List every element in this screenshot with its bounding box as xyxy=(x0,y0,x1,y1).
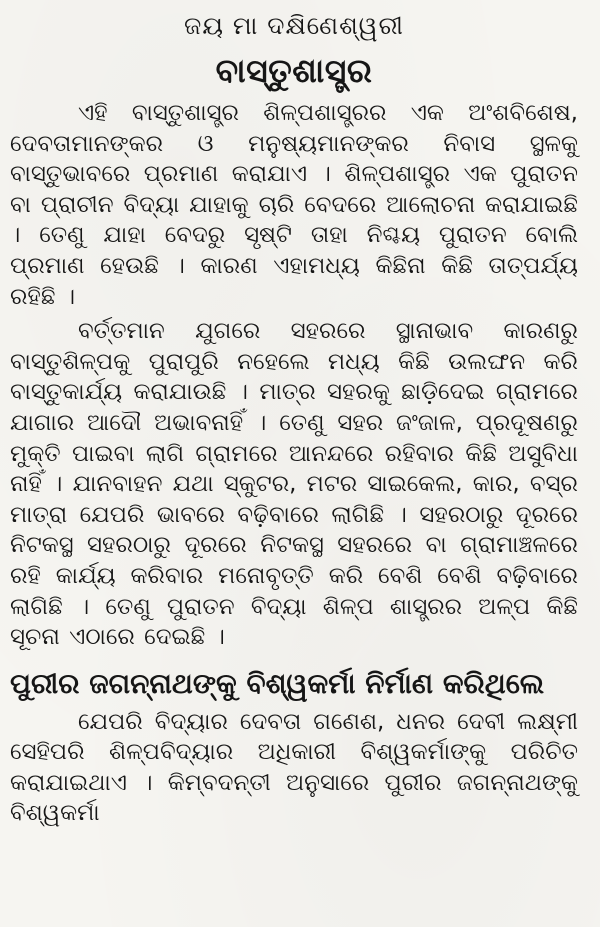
page-title: ବାସ୍ତୁଶାସ୍ତ୍ର xyxy=(215,51,373,90)
paragraph-intro: ଏହି ବାସ୍ତୁଶାସ୍ତ୍ର ଶିଳ୍ପଶାସ୍ତ୍ରର ଏକ ଅଂଶବିଶେଷ, ଦେବତାମାନଙ୍କର ଓ ମନୁଷ୍ୟମାନଙ୍କର ନିବାସ ସ୍ଥଳକୁ ବାସ୍ତୁଭାବରେ ପ୍ରମାଣ କରାଯାଏ । ଶିଳ୍ପଶାସ୍ତ୍ର ଏକ ପୁରାତନ ବା ପ୍ରାଚୀନ ବିଦ୍ୟା ଯାହାକୁ ଚାରି ବେଦରେ ଆଲୋଚନା କରାଯାଇଛି । ତେଣୁ ଯାହା ବେଦରୁ ସୃଷ୍ଟି ତାହା ନିଶ୍ଚୟ ପୁରାତନ ବୋଲି ପ୍ରମାଣ ହେଉଛି । କାରଣ ଏହାମଧ୍ୟ କିଛିନା କିଛି ତାତ୍ପର୍ଯ୍ୟ ରହିଛି । xyxy=(10,100,579,310)
paragraph-vishwakarma: ଯେପରି ବିଦ୍ୟାର ଦେବତା ଗଣେଶ, ଧନର ଦେବୀ ଲକ୍ଷ୍ମୀ ସେହିପରି ଶିଳ୍ପବିଦ୍ୟାର ଅଧିକାରୀ ବିଶ୍ୱକର୍ମାଙ୍କୁ ପରିଚିତ କରାଯାଇଥାଏ । କିମ୍ବଦନ୍ତୀ ଅନୁସାରେ ପୁରୀର ଜଗନ୍ନାଥଙ୍କୁ ବିଶ୍ୱକର୍ମା xyxy=(10,708,578,827)
section-heading: ପୁରୀର ଜଗନ୍ନାଥଙ୍କୁ ବିଶ୍ୱକର୍ମା ନିର୍ମାଣ କରିଥିଲେ xyxy=(10,666,545,700)
page-header: ଜୟ ମା ଦକ୍ଷିଣେଶ୍ୱରୀ xyxy=(184,11,404,40)
paragraph-modern-era: ବର୍ତ୍ତମାନ ଯୁଗରେ ସହରରେ ସ୍ଥାନାଭାବ କାରଣରୁ ବାସ୍ତୁଶିଳ୍ପକୁ ପୁରାପୁରି ନହେଲେ ମଧ୍ୟ କିଛି ଉଲଙ୍ଘନ କରି ବାସ୍ତୁକାର୍ଯ୍ୟ କରାଯାଉଛି । ମାତ୍ର ସହରକୁ ଛାଡ଼ିଦେଇ ଗ୍ରାମରେ ଯାଗାର ଆଦୌ ଅଭାବନାହିଁ । ତେଣୁ ସହର ଜଂଜାଳ, ପ୍ରଦୂଷଣରୁ ମୁକ୍ତି ପାଇବା ଲାଗି ଗ୍ରାମରେ ଆନନ୍ଦରେ ରହିବାର କିଛି ଅସୁବିଧା ନାହିଁ । ଯାନବାହନ ଯଥା ସ୍କୁଟର, ମଟର ସାଇକେଲ, କାର, ବସ୍‌ର ମାତ୍ରା ଯେପରି ଭାବରେ ବଢ଼ିବାରେ ଲାଗିଛି । ସହରଠାରୁ ଦୂରରେ ନିଟକସ୍ଥ ସହରଠାରୁ ଦୂରରେ ନିଟକସ୍ଥ ସହରରେ ବା ଗ୍ରାମାଞ୍ଚଳରେ ରହି କାର୍ଯ୍ୟ କରିବାର ମନୋବୃତ୍ତି କରି ବେଶି ବେଶି ବଢ଼ିବାରେ ଲାଗିଛି । ତେଣୁ ପୁରାତନ ବିଦ୍ୟା ଶିଳ୍ପ ଶାସ୍ତ୍ରର ଅଳ୍ପ କିଛି ସୂଚନା ଏଠାରେ ଦେଇଛି । xyxy=(10,318,578,651)
